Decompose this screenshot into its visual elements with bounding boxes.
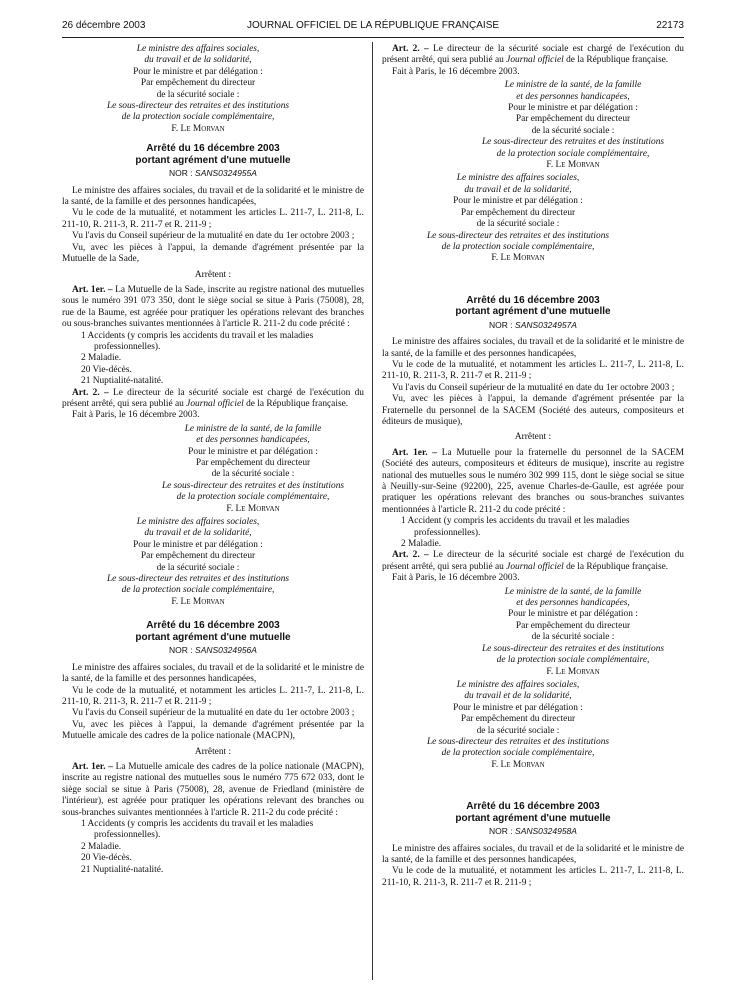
sig-name: F. Le Morvan xyxy=(171,596,225,607)
signature-block xyxy=(462,587,684,678)
sig-name: F. Le Morvan xyxy=(171,123,225,134)
paragraph: Vu l'avis du Conseil supérieur de la mutualité en date du 1er octobre 2003 ; xyxy=(72,231,355,242)
sig-line: Le ministre de la santé, de la famille xyxy=(504,80,642,91)
sig-line: de la protection sociale complémentaire, xyxy=(121,112,275,123)
nor-reference xyxy=(62,645,364,656)
article-text: La Mutuelle pour la fraternelle du personnel de la SACEM (Société des auteurs, compositeurs et éditeurs de musique), inscrite au registre national des mutuelles sous le numéro 302 999 115, dont le siège social se situe à Neuilly-sur-Seine (92200), 225, avenue Charles-de-Gaulle, est agréée pour pratiquer les opérations relevant des branches ou sous-branches suivantes mentionnées à l'article R. 211-2 du code précité : xyxy=(382,447,685,515)
list-item: 2 Maladie. xyxy=(81,353,122,364)
header-journal-title: JOURNAL OFFICIEL DE LA RÉPUBLIQUE FRANÇAISE xyxy=(246,20,500,31)
article-1 xyxy=(62,285,364,331)
article-text: de la République française. xyxy=(566,55,669,66)
list-item: 20 Vie-décès. xyxy=(81,364,132,375)
signature-block xyxy=(142,424,364,515)
list-item: 21 Nuptialité-natalité. xyxy=(81,376,164,387)
sig-line: Pour le ministre et par délégation : xyxy=(188,446,318,457)
sig-name: F. Le Morvan xyxy=(491,253,545,264)
journal-name: Journal officiel xyxy=(186,398,244,409)
branch-list xyxy=(62,819,364,876)
nor-label: NOR : xyxy=(489,826,513,837)
list-item: 2 Maladie. xyxy=(401,539,442,550)
article-text: de la République française. xyxy=(566,561,669,572)
paragraph: Vu le code de la mutualité, et notamment les articles L. 211-7, L. 211-8, L. 211-10, R. 211-3, R. 211-7 et R. 211-9 ; xyxy=(382,359,684,382)
sig-line: du travail et de la solidarité, xyxy=(464,691,572,702)
sig-line: Le ministre des affaires sociales, xyxy=(456,679,580,690)
sig-line: Le sous-directeur des retraites et des institutions xyxy=(481,643,665,654)
sig-name: F. Le Morvan xyxy=(491,759,545,770)
right-column xyxy=(382,44,684,889)
article-text: La Mutuelle amicale des cadres de la police nationale (MACPN), inscrite au registre national des mutuelles sous le numéro 775 672 033, dont le siège social se situe à Paris (75008), 28, avenue de Friedland (ministère de l'intérieur), est agréée pour pratiquer les opérations relevant des branches ou sous-branches suivantes mentionnées à l'article R. 211-2 du code précité : xyxy=(62,761,365,818)
sig-line: Le sous-directeur des retraites et des institutions xyxy=(161,480,345,491)
article-text: Le directeur de la sécurité sociale est chargé de l'exécution du présent arrêté, qui sera publié au xyxy=(382,44,684,66)
sig-line: Pour le ministre et par délégation : xyxy=(133,539,263,550)
list-item: 1 Accident (y compris les accidents du travail et les maladies professionnelles). xyxy=(401,516,630,538)
paragraph: Vu le code de la mutualité, et notamment les articles L. 211-7, L. 211-8, L. 211-10, R. 211-3, R. 211-7 et R. 211-9 ; xyxy=(62,685,364,707)
sig-line: Par empêchement du directeur xyxy=(460,207,576,218)
article-text: de la République française. xyxy=(246,398,349,409)
nor-reference xyxy=(382,320,684,331)
list-item: 1 Accidents (y compris les accidents du travail et les maladies professionnelles). xyxy=(81,330,314,352)
journal-name: Journal officiel xyxy=(506,561,564,572)
sig-line: de la protection sociale complémentaire, xyxy=(176,492,330,503)
paragraph: Le ministre des affaires sociales, du travail et de la solidarité et le ministre de la santé, de la famille et des personnes handicapées, xyxy=(62,185,364,208)
sig-line: Par empêchement du directeur xyxy=(460,714,576,725)
decree-title-line1: Arrêté du 16 décembre 2003 xyxy=(466,294,600,306)
decree-title-line2: portant agrément d'une mutuelle xyxy=(455,306,611,318)
list-item: 20 Vie-décès. xyxy=(81,853,132,864)
decree-title-line1: Arrêté du 16 décembre 2003 xyxy=(146,143,280,155)
sig-line: Le sous-directeur des retraites et des institutions xyxy=(481,137,665,148)
nor-label: NOR : xyxy=(169,168,193,179)
article-label: Art. 2. – xyxy=(72,387,109,398)
paragraph: Le ministre des affaires sociales, du travail et de la solidarité et le ministre de la santé, de la famille et des personnes handicapées, xyxy=(382,337,684,359)
paragraph: Vu, avec les pièces à l'appui, la demande d'agrément présentée par la Fraternelle du personnel de la SACEM (Société des auteurs, compositeurs et éditeurs de musique), xyxy=(382,394,684,427)
article-label: Art. 2. – xyxy=(392,44,429,54)
nor-reference xyxy=(62,168,364,179)
nor-label: NOR : xyxy=(169,645,193,656)
sig-line: Le ministre des affaires sociales, xyxy=(136,44,260,54)
list-item: 2 Maladie. xyxy=(81,841,122,852)
sig-line: de la protection sociale complémentaire, xyxy=(496,655,650,666)
sig-line: Par empêchement du directeur xyxy=(140,551,256,562)
sig-line: Le sous-directeur des retraites et des institutions xyxy=(426,736,610,747)
sig-line: et des personnes handicapées, xyxy=(196,435,310,446)
sig-line: et des personnes handicapées, xyxy=(516,598,630,609)
signature-block xyxy=(32,44,364,135)
paragraph: Vu l'avis du Conseil supérieur de la mutualité en date du 1er octobre 2003 ; xyxy=(392,382,675,393)
article-label: Art. 1er. – xyxy=(72,761,113,772)
journal-name: Journal officiel xyxy=(506,55,564,66)
paragraph: Vu, avec les pièces à l'appui, la demande d'agrément présentée par la Mutuelle de la Sade, xyxy=(62,242,364,265)
sig-line: Pour le ministre et par délégation : xyxy=(453,702,583,713)
nor-code: SANS0324958A xyxy=(515,826,577,837)
nor-code: SANS0324956A xyxy=(195,645,257,656)
sig-line: Le ministre de la santé, de la famille xyxy=(504,586,642,597)
paragraph: Vu le code de la mutualité, et notamment les articles L. 211-7, L. 211-8, L. 211-10, R. 211-3, R. 211-7 et R. 211-9 ; xyxy=(62,208,364,230)
signature-block xyxy=(462,80,684,171)
sig-line: Le ministre des affaires sociales, xyxy=(456,173,580,184)
sig-line: Pour le ministre et par délégation : xyxy=(508,609,638,620)
sig-name: F. Le Morvan xyxy=(546,160,600,171)
sig-line: de la sécurité sociale : xyxy=(531,632,615,643)
article-text: Le directeur de la sécurité sociale est chargé de l'exécution du présent arrêté, qui sera publié au xyxy=(62,387,364,409)
sig-line: et des personnes handicapées, xyxy=(516,91,630,102)
article-label: Art. 1er. – xyxy=(72,284,113,295)
sig-line: Par empêchement du directeur xyxy=(515,114,631,125)
header-date: 26 décembre 2003 xyxy=(62,20,146,31)
header-rule xyxy=(62,37,684,38)
sig-line: Pour le ministre et par délégation : xyxy=(453,196,583,207)
sig-line: de la protection sociale complémentaire, xyxy=(441,241,595,252)
arretent: Arrêtent : xyxy=(194,746,232,757)
left-column xyxy=(62,44,364,876)
nor-label: NOR : xyxy=(489,319,513,330)
arretent: Arrêtent : xyxy=(514,432,552,443)
sig-name: F. Le Morvan xyxy=(546,666,600,677)
article-2 xyxy=(382,44,684,67)
decree-title-line2: portant agrément d'une mutuelle xyxy=(135,154,291,166)
arretent: Arrêtent : xyxy=(194,269,232,280)
article-text: Le directeur de la sécurité sociale est chargé de l'exécution du présent arrêté, qui sera publié au xyxy=(382,550,684,572)
article-text: La Mutuelle de la Sade, inscrite au registre national des mutuelles sous le numéro 391 073 350, dont le siège social se situe à Paris (75008), 28, rue de la Baume, est agréée pour pratiquer les opérations relevant des branches ou sous-branches suivantes mentionnées à l'article R. 211-2 du code précité : xyxy=(62,284,365,330)
fait-a-paris: Fait à Paris, le 16 décembre 2003. xyxy=(392,66,520,77)
sig-line: Le ministre de la santé, de la famille xyxy=(184,423,322,434)
sig-line: de la sécurité sociale : xyxy=(476,725,560,736)
sig-line: de la protection sociale complémentaire, xyxy=(496,148,650,159)
article-2 xyxy=(62,388,364,411)
sig-line: de la sécurité sociale : xyxy=(476,219,560,230)
nor-code: SANS0324957A xyxy=(515,319,577,330)
sig-line: Le ministre des affaires sociales, xyxy=(136,517,260,528)
paragraph: Vu, avec les pièces à l'appui, la demande d'agrément présentée par la Mutuelle amicale des cadres de la police nationale (MACPN), xyxy=(62,719,364,742)
sig-line: de la protection sociale complémentaire, xyxy=(441,748,595,759)
sig-line: Pour le ministre et par délégation : xyxy=(133,66,263,77)
paragraph: Le ministre des affaires sociales, du travail et de la solidarité et le ministre de la santé, de la famille et des personnes handicapées, xyxy=(382,843,684,865)
sig-line: Par empêchement du directeur xyxy=(515,620,631,631)
signature-block xyxy=(352,173,684,264)
sig-line: du travail et de la solidarité, xyxy=(464,184,572,195)
article-label: Art. 2. – xyxy=(392,550,429,561)
decree-title-line1: Arrêté du 16 décembre 2003 xyxy=(466,801,600,813)
sig-line: de la sécurité sociale : xyxy=(156,89,240,100)
decree-title-line2: portant agrément d'une mutuelle xyxy=(135,631,291,643)
sig-name: F. Le Morvan xyxy=(226,503,280,514)
signature-block xyxy=(352,680,684,771)
list-item: 21 Nuptialité-natalité. xyxy=(81,864,164,875)
decree-title xyxy=(62,620,364,643)
decree-title xyxy=(382,295,684,318)
decree-title-line1: Arrêté du 16 décembre 2003 xyxy=(146,620,280,632)
article-1 xyxy=(382,448,684,516)
article-1 xyxy=(62,762,364,819)
sig-line: du travail et de la solidarité, xyxy=(144,55,252,66)
sig-line: Par empêchement du directeur xyxy=(140,78,256,89)
sig-line: du travail et de la solidarité, xyxy=(144,528,252,539)
sig-line: de la sécurité sociale : xyxy=(211,469,295,480)
paragraph: Vu le code de la mutualité, et notamment les articles L. 211-7, L. 211-8, L. 211-10, R. 211-3, R. 211-7 et R. 211-9 ; xyxy=(382,866,684,888)
sig-line: Le sous-directeur des retraites et des institutions xyxy=(426,230,610,241)
sig-line: de la protection sociale complémentaire, xyxy=(121,585,275,596)
paragraph: Vu l'avis du Conseil supérieur de la mutualité en date du 1er octobre 2003 ; xyxy=(72,708,355,719)
signature-block xyxy=(32,517,364,608)
decree-title-line2: portant agrément d'une mutuelle xyxy=(455,812,611,824)
decree-title xyxy=(382,801,684,824)
branch-list xyxy=(62,331,364,388)
article-2 xyxy=(382,550,684,573)
list-item: 1 Accidents (y compris les accidents du travail et les maladies professionnelles). xyxy=(81,818,314,841)
sig-line: de la sécurité sociale : xyxy=(156,562,240,573)
paragraph: Le ministre des affaires sociales, du travail et de la solidarité et le ministre de la santé, de la famille et des personnes handicapées, xyxy=(62,662,364,685)
sig-line: de la sécurité sociale : xyxy=(531,125,615,136)
fait-a-paris: Fait à Paris, le 16 décembre 2003. xyxy=(392,573,520,584)
decree-title xyxy=(62,143,364,166)
nor-reference xyxy=(382,826,684,837)
sig-line: Le sous-directeur des retraites et des institutions xyxy=(106,574,290,585)
header-page-number: 22173 xyxy=(656,20,684,31)
fait-a-paris: Fait à Paris, le 16 décembre 2003. xyxy=(72,410,200,421)
article-label: Art. 1er. – xyxy=(392,447,437,458)
sig-line: Par empêchement du directeur xyxy=(195,458,311,468)
sig-line: Le sous-directeur des retraites et des institutions xyxy=(106,101,290,112)
page-header xyxy=(62,20,684,34)
sig-line: Pour le ministre et par délégation : xyxy=(508,103,638,114)
branch-list xyxy=(382,516,684,550)
nor-code: SANS0324955A xyxy=(195,168,257,179)
